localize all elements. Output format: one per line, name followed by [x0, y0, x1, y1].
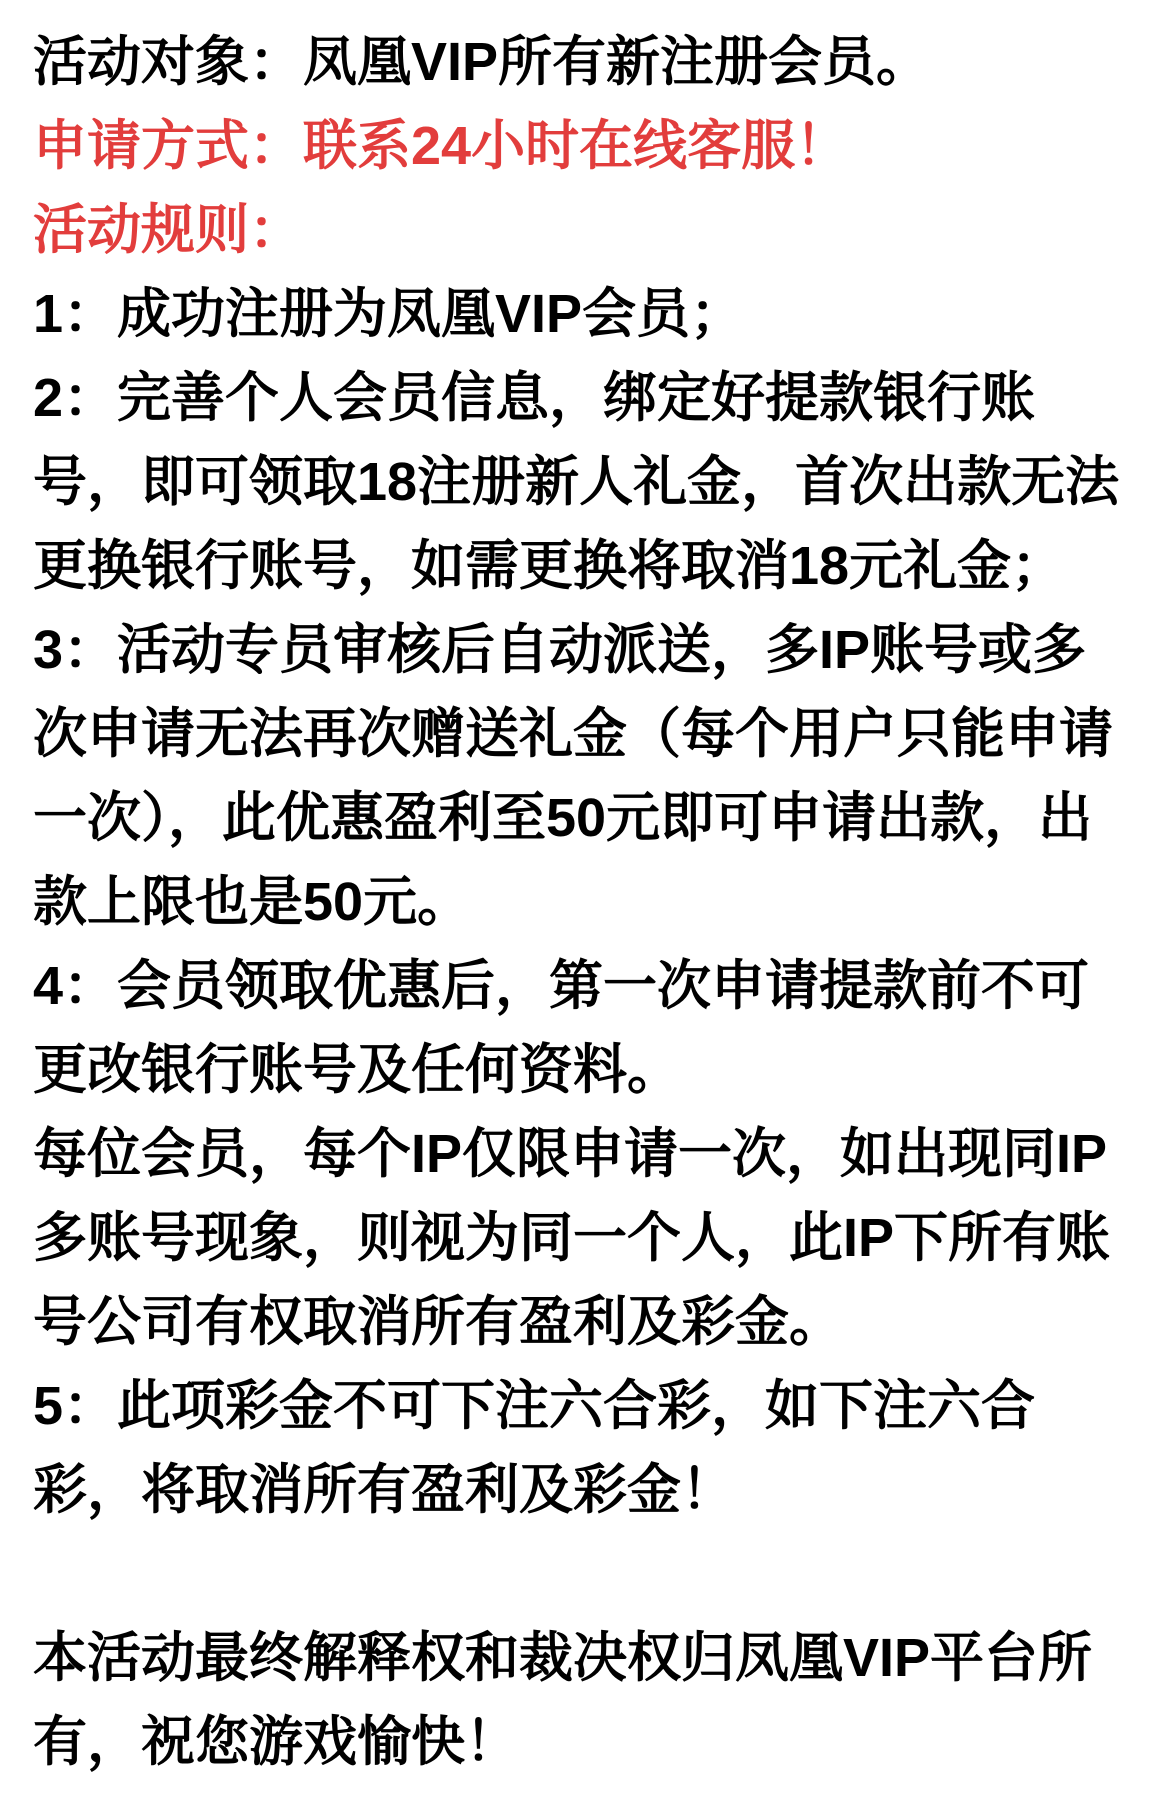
- text-line: 号，即可领取18注册新人礼金，首次出款无法: [33, 452, 1120, 512]
- rules-text: [33, 20, 1150, 1784]
- text-line: 次申请无法再次赠送礼金（每个用户只能申请: [33, 704, 1113, 764]
- text-line: 2：完善个人会员信息，绑定好提款银行账: [33, 368, 1036, 428]
- blank-line: [33, 1532, 1150, 1616]
- text-line: 本活动最终解释权和裁决权归凤凰VIP平台所: [33, 1628, 1093, 1688]
- text-line: 活动规则：: [33, 200, 303, 260]
- text-line: 活动对象：凤凰VIP所有新注册会员。: [33, 32, 931, 92]
- text-line: 申请方式：联系24小时在线客服！: [33, 116, 850, 176]
- text-line: 有，祝您游戏愉快！: [33, 1712, 519, 1772]
- text-line: 1：成功注册为凤凰VIP会员；: [33, 284, 745, 344]
- text-line: 5：此项彩金不可下注六合彩，如下注六合: [33, 1376, 1036, 1436]
- text-line: 彩，将取消所有盈利及彩金！: [33, 1460, 735, 1520]
- text-line: 每位会员，每个IP仅限申请一次，如出现同IP: [33, 1124, 1108, 1184]
- text-line: 更换银行账号，如需更换将取消18元礼金；: [33, 536, 1066, 596]
- text-line: 3：活动专员审核后自动派送，多IP账号或多: [33, 620, 1087, 680]
- text-line: 多账号现象，则视为同一个人，此IP下所有账: [33, 1208, 1111, 1268]
- text-line: 更改银行账号及任何资料。: [33, 1040, 681, 1100]
- text-line: 款上限也是50元。: [33, 872, 472, 932]
- text-line: 一次），此优惠盈利至50元即可申请出款，出: [33, 788, 1093, 848]
- text-line: 号公司有权取消所有盈利及彩金。: [33, 1292, 843, 1352]
- text-line: 4：会员领取优惠后，第一次申请提款前不可: [33, 956, 1090, 1016]
